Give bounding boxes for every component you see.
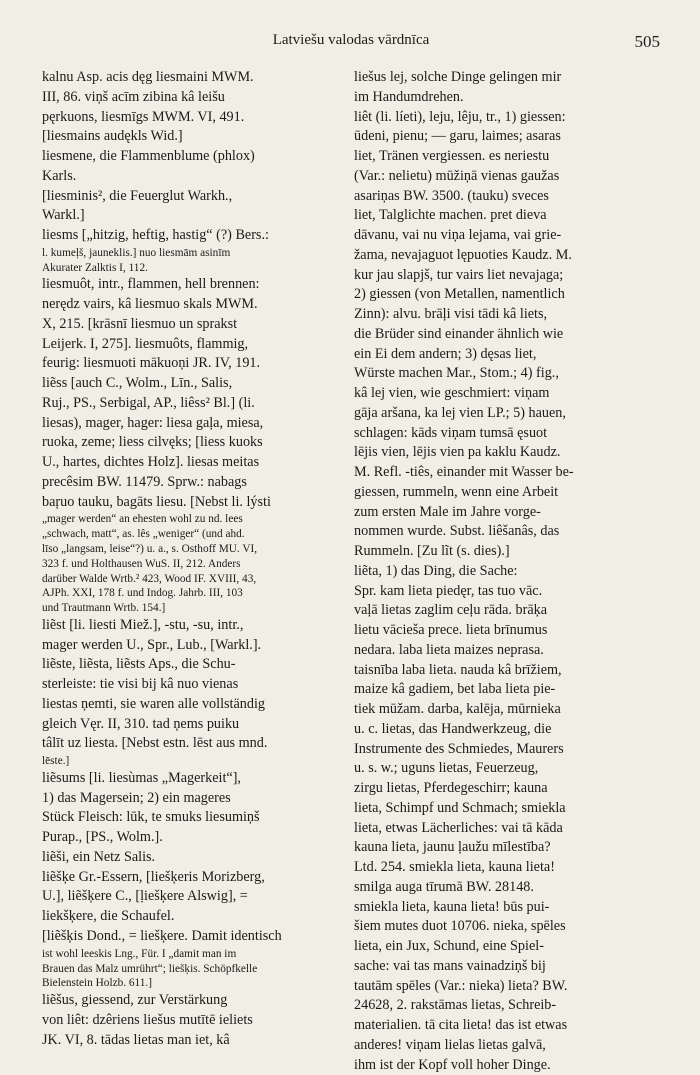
text-line: liêt (li. líeti), leju, lêju, tr., 1) giessen: [354,108,652,128]
text-line: maize kâ gadiem, bet laba lieta pie- [354,680,652,700]
text-line: im Handumdrehen. [354,88,652,108]
text-line: (Var.: nelietu) mūžiņā vienas gaužas [354,167,652,187]
text-line: nommen wurde. Subst. liêšanâs, das [354,522,652,542]
text-line: AJPh. XXI, 178 f. und Indog. Jahrb. III, 103 [42,586,340,601]
text-line: liet, Tränen vergiessen. es neriestu [354,147,652,167]
text-line: liesmene, die Flammenblume (phlox) [42,147,340,167]
text-line: liet, Talglichte machen. pret dieva [354,206,652,226]
text-line: Bielenstein Holzb. 611.] [42,976,340,991]
text-line: 2) giessen (von Metallen, namentlich [354,285,652,305]
text-line: lieta, ein Jux, Schund, eine Spiel- [354,937,652,957]
page-header [42,32,660,54]
text-line: liẽšus, giessend, zur Verstärkung [42,991,340,1011]
text-line: baŗuo tauku, bagāts liesu. [Nebst li. lýsti [42,493,340,513]
text-line: liẽsums [li. liesùmas „Magerkeit“], [42,769,340,789]
text-line: anderes! viņam lielas lietas galvā, [354,1036,652,1056]
text-line: u. c. lietas, das Handwerkzeug, die [354,720,652,740]
text-line: U., hartes, dichtes Holz]. liesas meitas [42,453,340,473]
text-line: liẽšķe Gr.-Essern, [liešķeris Morizberg, [42,868,340,888]
text-line: die Brüder sind einander ähnlich wie [354,325,652,345]
text-line: liẽta, 1) das Ding, die Sache: [354,562,652,582]
text-line: kauna lieta, jaunu ļaužu mīlestība? [354,838,652,858]
text-line: liesas), mager, hager: liesa gaļa, miesa, [42,414,340,434]
text-line: 1) das Magersein; 2) ein mageres [42,789,340,809]
text-line: Zinn): alvu. brāļi visi tādi kâ liets, [354,305,652,325]
text-line: zirgu lietas, Pferdegeschirr; kauna [354,779,652,799]
right-column [354,68,652,1075]
text-line: liẽši, ein Netz Salis. [42,848,340,868]
text-line: Ltd. 254. smiekla lieta, kauna lieta! [354,858,652,878]
text-line: mager werden U., Spr., Lub., [Warkl.]. [42,636,340,656]
text-line: precêsim BW. 11479. Sprw.: nabags [42,473,340,493]
text-line: kur jau slapjš, tur vairs liet nevajaga; [354,266,652,286]
text-line: smiekla lieta, kauna lieta! būs pui- [354,898,652,918]
text-line: liẽss [auch C., Wolm., Līn., Salis, [42,374,340,394]
text-line: „mager werden“ an ehesten wohl zu nd. lees [42,512,340,527]
text-line: liesmuôt, intr., flammen, hell brennen: [42,275,340,295]
text-line: [liẽšķis Dond., = liešķere. Damit identisch [42,927,340,947]
text-line: asariņas BW. 3500. (tauku) sveces [354,187,652,207]
text-line: X, 215. [krāsnī liesmuo un sprakst [42,315,340,335]
text-line: gāja aršana, ka lej vien LP.; 5) hauen, [354,404,652,424]
text-line: liẽste, liẽsta, liẽsts Aps., die Schu- [42,655,340,675]
text-line: žama, nevajaguot lępuoties Kaudz. M. [354,246,652,266]
text-line: U.], liẽšķere C., [ḷiešķere Alswig], = [42,887,340,907]
text-line: kalnu Asp. acis dęg liesmaini MWM. [42,68,340,88]
text-line: lieta, Schimpf und Schmach; smiekla [354,799,652,819]
text-line: Purap., [PS., Wolm.]. [42,828,340,848]
text-line: vaļā lietas zaglim ceļu rāda. brāķa [354,601,652,621]
text-line: M. Refl. -tiês, einander mit Wasser be- [354,463,652,483]
text-line: „schwach, matt“, as. lês „weniger“ (und ahd. [42,527,340,542]
text-line: Leijerk. I, 275]. liesmuôts, flammig, [42,335,340,355]
text-line: lējis vien, lējis vien pa kaklu Kaudz. [354,443,652,463]
text-line: lēste.] [42,754,340,769]
text-line: giessen, rummeln, wenn eine Arbeit [354,483,652,503]
text-line: zum ersten Male im Jahre vorge- [354,503,652,523]
text-line: ein Ei dem andern; 3) dęsas liet, [354,345,652,365]
text-line: Rummeln. [Zu lĩt (s. dies).] [354,542,652,562]
text-line: 24628, 2. rakstāmas lietas, Schreib- [354,996,652,1016]
text-line: Instrumente des Schmiedes, Maurers [354,740,652,760]
text-line: Karls. [42,167,340,187]
text-line: darüber Walde Wrtb.² 423, Wood IF. XVIII, 43, [42,572,340,587]
text-line: Spr. kam lieta piedęr, tas tuo vāc. [354,582,652,602]
text-line: Brauen das Malz umrührt“; liešķis. Schöpfkelle [42,962,340,977]
left-column [42,68,340,1050]
text-line: 323 f. und Holthausen WuS. II, 212. Anders [42,557,340,572]
text-line: tiek mūžam. darba, kalēja, mūrnieka [354,700,652,720]
text-line: schlagen: kāds viņam tumsā ęsuot [354,424,652,444]
text-line: u. s. w.; uguns lietas, Feuerzeug, [354,759,652,779]
text-line: lietu vācieša prece. lieta brīnumus [354,621,652,641]
text-line: Stück Fleisch: lūk, te smuks liesumiņš [42,808,340,828]
text-line: gleich Vęr. II, 310. tad ņems puiku [42,715,340,735]
text-line: liesms [„hitzig, heftig, hastig“ (?) Bers.: [42,226,340,246]
text-line: dāvanu, vai nu viņa lejama, vai grie- [354,226,652,246]
text-line: liešus lej, solche Dinge gelingen mir [354,68,652,88]
text-line: [liesmains audękls Wid.] [42,127,340,147]
text-line: lieta, etwas Lächerliches: vai tā kāda [354,819,652,839]
text-line: Akurater Zalktis I, 112. [42,261,340,276]
text-line: pęrkuons, liesmīgs MWM. VI, 491. [42,108,340,128]
text-line: sterleiste: tie visi bij kâ nuo vienas [42,675,340,695]
text-line: Würste machen Mar., Stom.; 4) fig., [354,364,652,384]
text-line: šiem mutes duot 10706. nieka, spēles [354,917,652,937]
text-line: feurig: liesmuoti mākuoņi JR. IV, 191. [42,354,340,374]
text-line: nerędz vairs, kâ liesmuo skals MWM. [42,295,340,315]
text-line: ūdeni, pienu; — garu, laimes; asaras [354,127,652,147]
text-line: sache: vai tas mans vainadziņš bij [354,957,652,977]
running-title: Latviešu valodas vārdnīca [42,32,660,49]
text-line: JK. VI, 8. tādas lietas man iet, kâ [42,1031,340,1051]
text-line: nedara. laba lieta maizes neprasa. [354,641,652,661]
text-line: materialien. tā cita lieta! das ist etwas [354,1016,652,1036]
text-line: III, 86. viņš acīm zibina kâ leišu [42,88,340,108]
text-line: liekšķere, die Schaufel. [42,907,340,927]
text-line: tâlīt uz liesta. [Nebst estn. lēst aus mnd. [42,734,340,754]
text-line: taisnība laba lieta. nauda kâ brīžiem, [354,661,652,681]
page-number: 505 [635,32,661,52]
text-line: l. kumeļš, jauneklis.] nuo liesmām asinīm [42,246,340,261]
text-line: von liêt: dzêriens liešus mutītē ieliets [42,1011,340,1031]
text-line: līso „langsam, leise“?) u. a., s. Osthoff MU. VI, [42,542,340,557]
text-line: und Trautmann Wrtb. 154.] [42,601,340,616]
text-line: [liesminis², die Feuerglut Warkh., [42,187,340,207]
text-line: ruoka, zeme; liess cilvęks; [liess kuoks [42,433,340,453]
text-line: ist wohl leeskis Lng., Für. I „damit man im [42,947,340,962]
text-line: liẽst [li. liesti Miež.], -stu, -su, intr., [42,616,340,636]
text-line: Warkl.] [42,206,340,226]
text-line: smilga auga tīrumā BW. 28148. [354,878,652,898]
text-line: tautām spēles (Var.: nieka) lieta? BW. [354,977,652,997]
text-line: kâ lej vien, wie geschmiert: viņam [354,384,652,404]
text-line: Ruj., PS., Serbigal, AP., liêss² Bl.] (li. [42,394,340,414]
text-line: ihm ist der Kopf voll hoher Dinge. [354,1056,652,1075]
text-line: liestas ņemti, sie waren alle vollständig [42,695,340,715]
